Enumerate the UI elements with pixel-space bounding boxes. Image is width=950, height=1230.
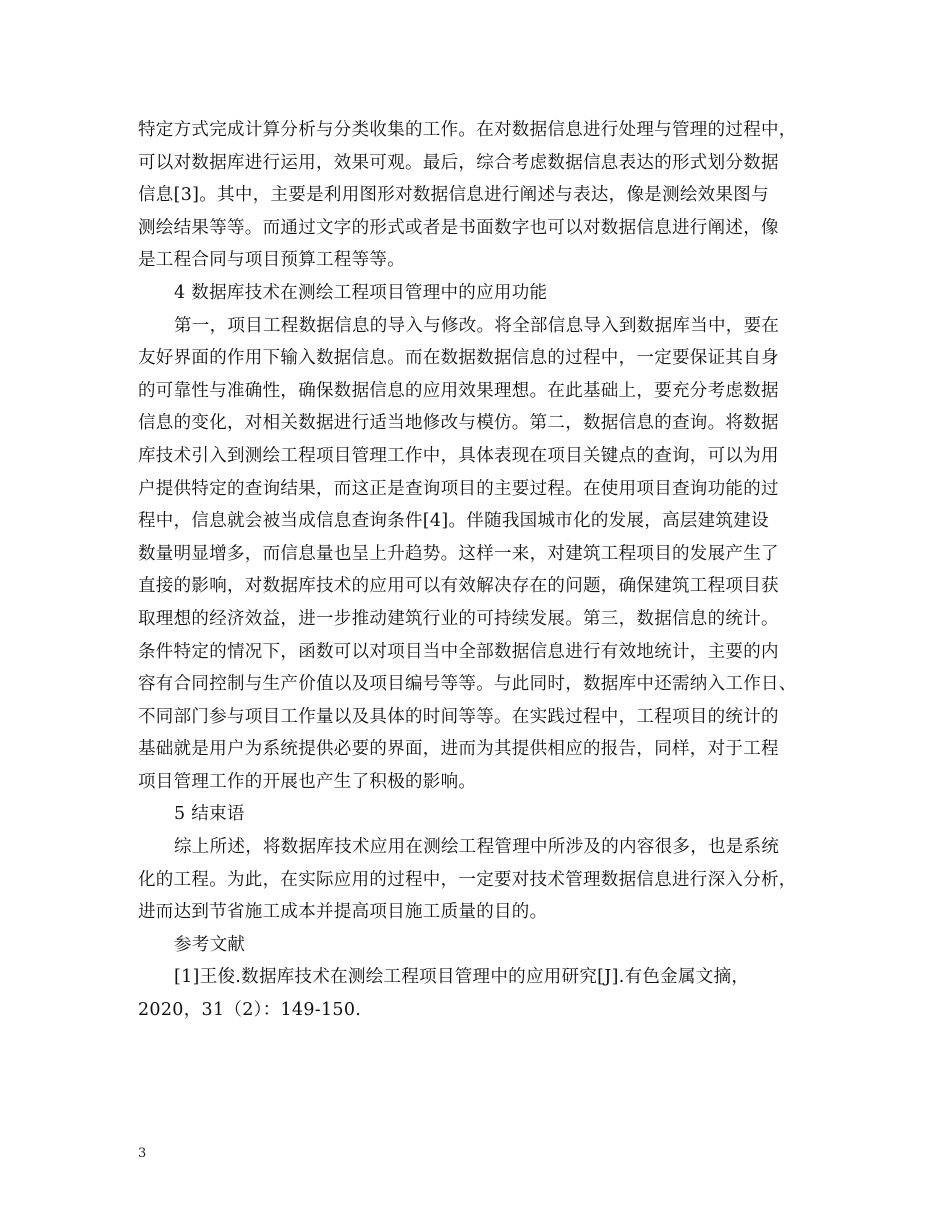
text-line: 基础就是用户为系统提供必要的界面，进而为其提供相应的报告，同样，对于工程 [138, 739, 779, 760]
text-line: 容有合同控制与生产价值以及项目编号等等。与此同时，数据库中还需纳入工作日、 [138, 674, 797, 695]
text-line: 程中，信息就会被当成信息查询条件[4]。伴随我国城市化的发展，高层建筑建设 [138, 511, 769, 532]
text-line: 特定方式完成计算分析与分类收集的工作。在对数据信息进行处理与管理的过程中， [138, 120, 797, 140]
text-line: 直接的影响，对数据库技术的应用可以有效解决存在的问题，确保建筑工程项目获 [138, 576, 779, 597]
text-line: 信息[3]。其中，主要是利用图形对数据信息进行阐述与表达，像是测绘效果图与 [138, 185, 769, 206]
text-line: 5 结束语 [174, 804, 245, 825]
text-line: 测绘结果等等。而通过文字的形式或者是书面数字也可以对数据信息进行阐述，像 [138, 217, 779, 238]
text-line: 信息的变化，对相关数据进行适当地修改与模仿。第二，数据信息的查询。将数据 [138, 413, 779, 434]
text-line: 进而达到节省施工成本并提高项目施工质量的目的。 [138, 902, 548, 923]
text-line: 户提供特定的查询结果，而这正是查询项目的主要过程。在使用项目查询功能的过 [138, 478, 779, 499]
text-line: 友好界面的作用下输入数据信息。而在数据数据信息的过程中，一定要保证其自身 [138, 348, 779, 369]
body-text [138, 114, 816, 1027]
text-line: [1]王俊.数据库技术在测绘工程项目管理中的应用研究[J].有色金属文摘， [174, 967, 750, 988]
text-line: 4 数据库技术在测绘工程项目管理中的应用功能 [174, 282, 548, 303]
text-line: 综上所述，将数据库技术应用在测绘工程管理中所涉及的内容很多，也是系统 [174, 837, 780, 858]
text-line: 数量明显增多，而信息量也呈上升趋势。这样一来，对建筑工程项目的发展产生了 [138, 543, 779, 564]
text-line: 2020，31（2）：149-150. [138, 1000, 362, 1021]
text-line: 化的工程。为此，在实际应用的过程中，一定要对技术管理数据信息进行深入分析， [138, 869, 797, 890]
text-line: 的可靠性与准确性，确保数据信息的应用效果理想。在此基础上，要充分考虑数据 [138, 380, 779, 401]
page-number: 3 [138, 1146, 147, 1161]
text-line: 取理想的经济效益，进一步推动建筑行业的可持续发展。第三，数据信息的统计。 [138, 608, 779, 629]
text-line: 可以对数据库进行运用，效果可观。最后，综合考虑数据信息表达的形式划分数据 [138, 152, 779, 173]
text-line: 是工程合同与项目预算工程等等。 [138, 250, 405, 271]
text-line: 条件特定的情况下，函数可以对项目当中全部数据信息进行有效地统计，主要的内 [138, 641, 779, 662]
text-line: 第一，项目工程数据信息的导入与修改。将全部信息导入到数据库当中，要在 [174, 315, 780, 336]
text-line: 项目管理工作的开展也产生了积极的影响。 [138, 771, 477, 792]
text-line: 库技术引入到测绘工程项目管理工作中，具体表现在项目关键点的查询，可以为用 [138, 445, 779, 466]
text-line: 参考文献 [174, 934, 246, 955]
text-line: 不同部门参与项目工作量以及具体的时间等等。在实践过程中，工程项目的统计的 [138, 706, 779, 727]
